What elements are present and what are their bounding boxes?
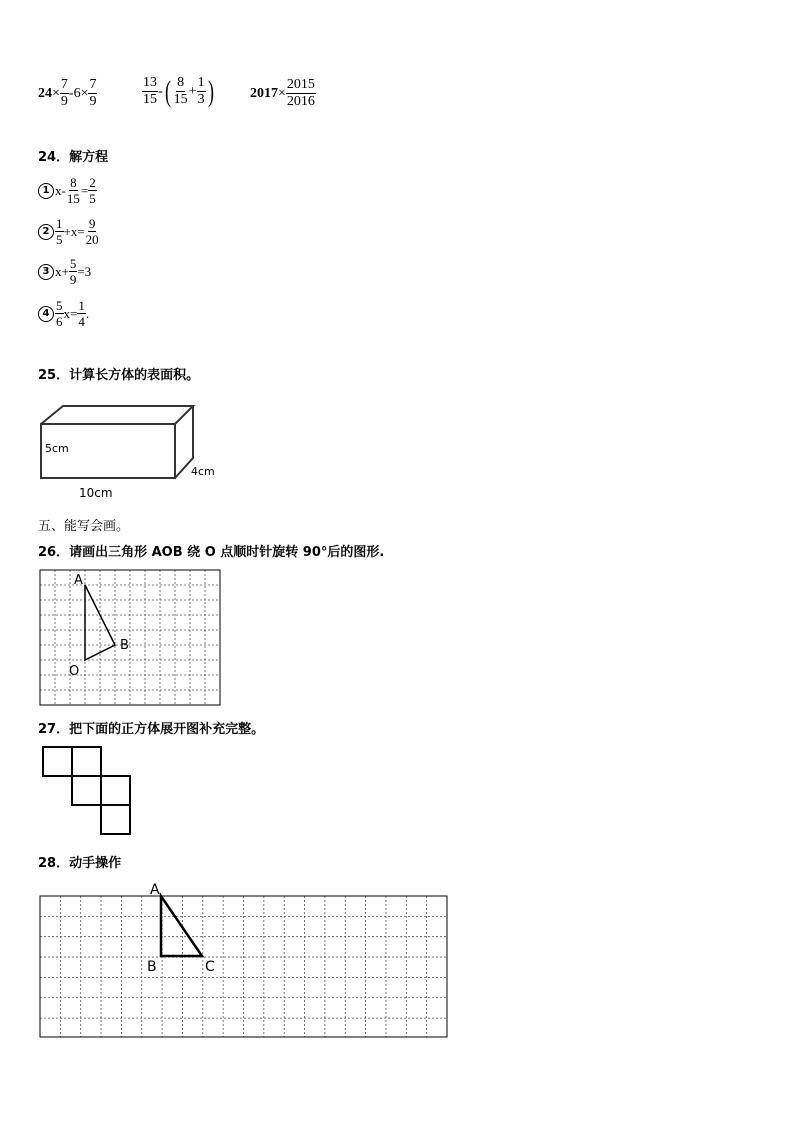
point-a-label: A <box>74 573 83 588</box>
equation-3: 3 x+ $\frac{5}{9}$ =3 <box>38 257 91 286</box>
fraction: $\frac{8}{15}$ <box>66 175 80 206</box>
fraction: $\frac{1}{4}$ <box>78 298 85 329</box>
depth-label: 4cm <box>191 465 215 478</box>
question-25-title: 25．计算长方体的表面积。 <box>38 368 200 383</box>
fraction: $\frac{8}{15}$ <box>173 75 188 107</box>
equation-4: 4 $\frac{5}{6}$ x= $\frac{1}{4}$ . <box>38 299 89 328</box>
point-b-label: B <box>120 638 129 653</box>
height-label: 5cm <box>45 442 69 455</box>
question-28-title: 28．动手操作 <box>38 856 122 871</box>
net-square <box>43 747 72 776</box>
operation-grid-figure <box>36 878 452 1042</box>
fraction: $\frac{1}{3}$ <box>197 75 205 107</box>
cuboid-top-face <box>41 406 193 424</box>
point-o-label: O <box>69 664 80 679</box>
expression-3: 2017 × $\frac{2015}{2016}$ <box>250 77 315 109</box>
cube-net-figure <box>40 744 132 840</box>
net-square <box>101 805 130 834</box>
question-27-title: 27．把下面的正方体展开图补充完整。 <box>38 722 265 737</box>
net-square <box>72 776 101 805</box>
grid <box>40 570 220 705</box>
point-b-label: B <box>147 959 157 975</box>
cuboid-figure <box>35 398 225 503</box>
question-24-title: 24．解方程 <box>38 150 109 165</box>
fraction: $\frac{13}{15}$ <box>143 75 157 107</box>
net-square <box>72 747 101 776</box>
expression-2: $\frac{13}{15}$ - ( $\frac{8}{15}$ + $\frac{1}{3}$ ) <box>143 74 214 108</box>
fraction: $\frac{1}{5}$ <box>56 216 63 247</box>
fraction: $\frac{5}{9}$ <box>69 256 77 287</box>
fraction: $\frac{2}{5}$ <box>89 175 96 206</box>
point-a-label: A <box>150 882 160 898</box>
equation-2: 2 $\frac{1}{5}$ +x= $\frac{9}{20}$ <box>38 217 100 246</box>
point-c-label: C <box>205 959 215 975</box>
expression-1: 24 × $\frac{7}{9}$ - 6 × $\frac{7}{9}$ <box>38 77 97 109</box>
fraction: $\frac{9}{20}$ <box>85 216 99 247</box>
fraction: $\frac{5}{6}$ <box>56 298 63 329</box>
net-square <box>101 776 130 805</box>
fraction: $\frac{7}{9}$ <box>60 77 68 109</box>
rotation-grid-figure <box>38 568 224 708</box>
triangle-abc <box>161 896 202 956</box>
length-label: 10cm <box>79 486 113 500</box>
fraction: $\frac{2015}{2016}$ <box>286 77 315 109</box>
grid <box>40 896 447 1037</box>
fraction: $\frac{7}{9}$ <box>89 77 97 109</box>
equation-1: 1 x- $\frac{8}{15}$ = $\frac{2}{5}$ <box>38 176 97 205</box>
question-26-title: 26．请画出三角形 AOB 绕 O 点顺时针旋转 90°后的图形. <box>38 545 385 560</box>
section-5-title: 五、能写会画。 <box>38 519 130 534</box>
